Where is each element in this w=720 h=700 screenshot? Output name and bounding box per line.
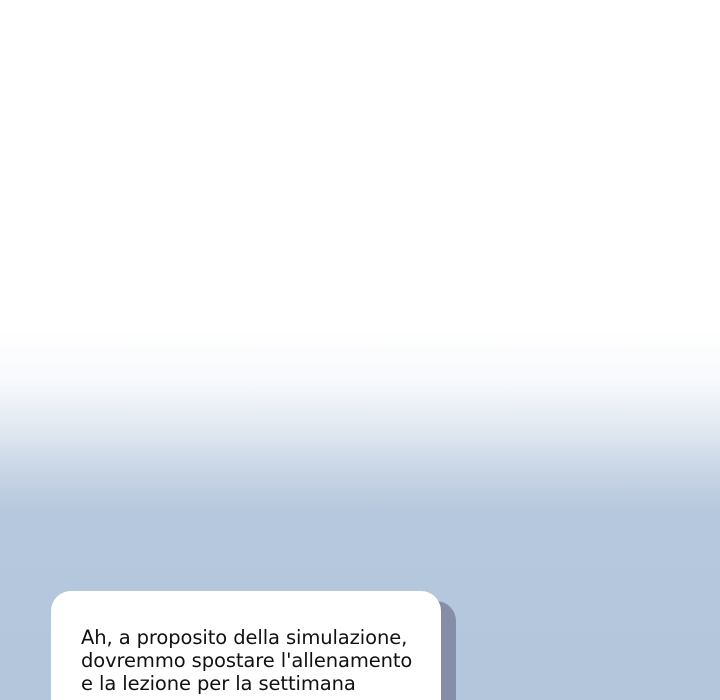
dialogue-text: [81, 626, 412, 695]
dialogue-line: e la lezione per la settimana: [81, 672, 356, 695]
dialogue-line: Ah, a proposito della simulazione,: [81, 626, 408, 649]
speech-bubble: [51, 591, 441, 700]
dialogue-line: dovremmo spostare l'allenamento: [81, 649, 413, 672]
